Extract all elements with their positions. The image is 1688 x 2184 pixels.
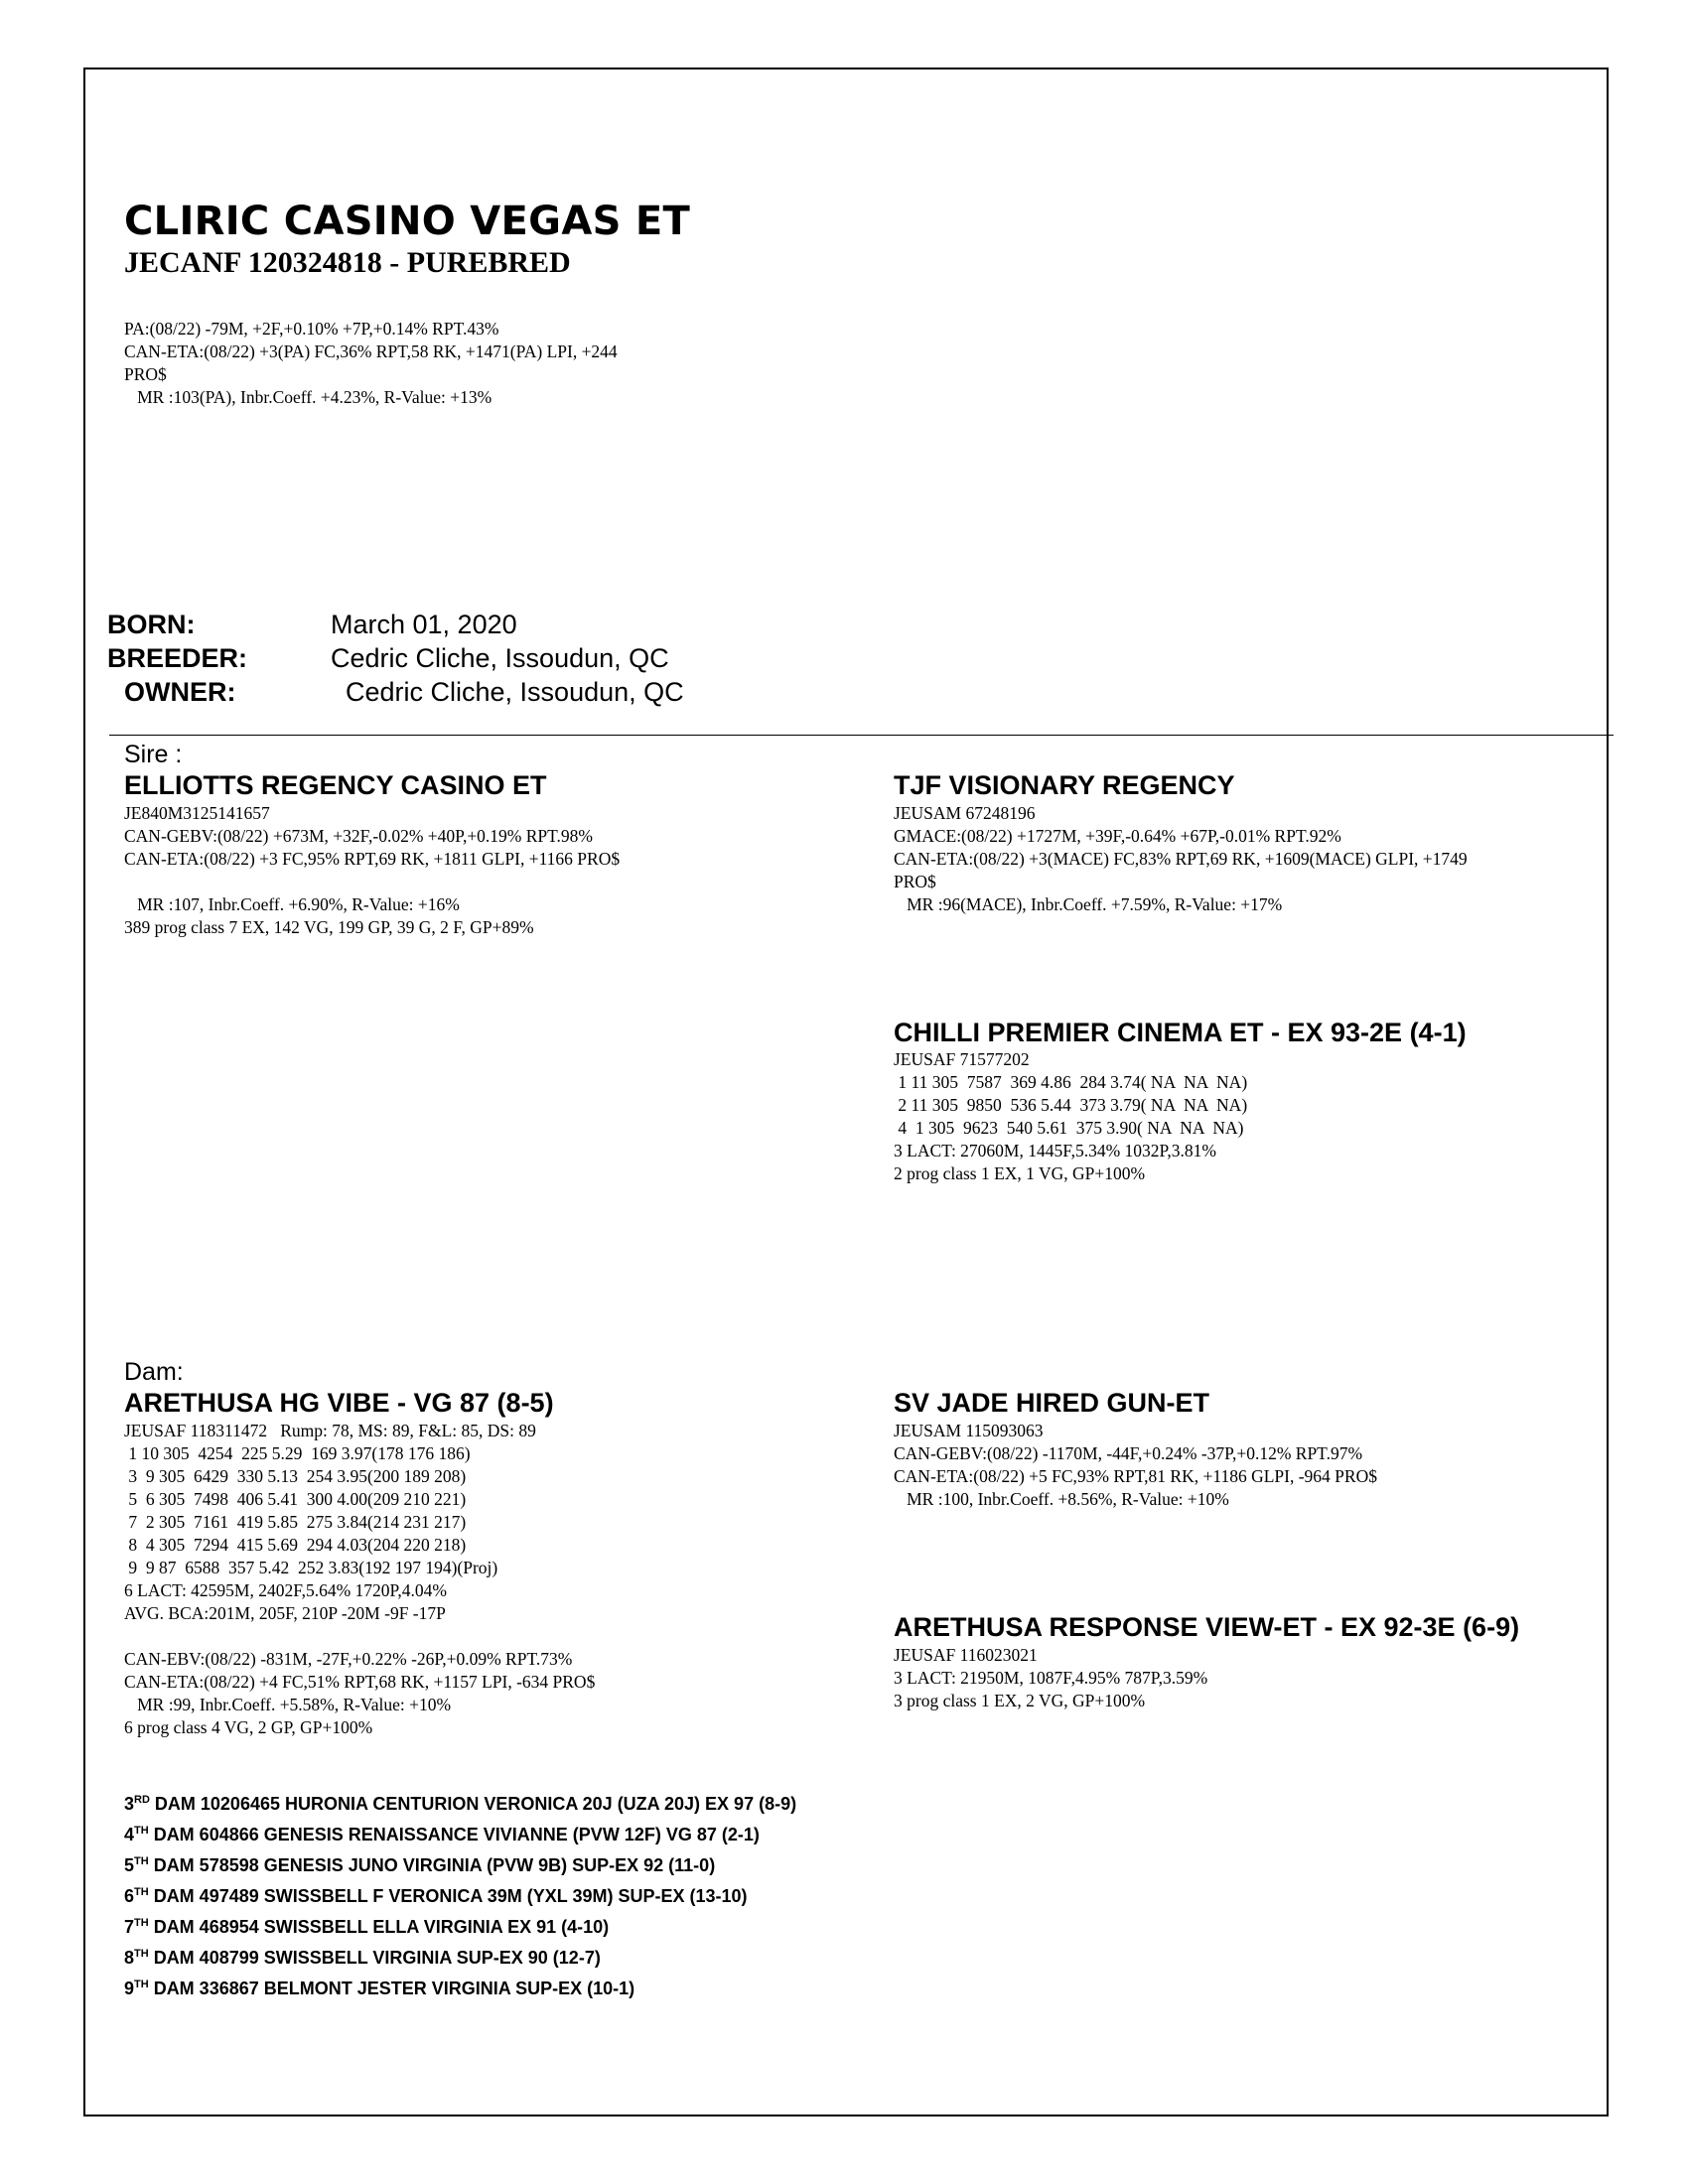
dam-line: 6 LACT: 42595M, 2402F,5.64% 1720P,4.04%	[124, 1580, 447, 1600]
dam-eval-line: CAN-ETA:(08/22) +4 FC,51% RPT,68 RK, +1157 LPI, -634 PRO$	[124, 1672, 596, 1692]
sire-sire-details	[894, 802, 1468, 916]
dam-line-item: 7TH DAM 468954 SWISSBELL ELLA VIRGINIA EX 91 (4-10)	[124, 1917, 610, 1937]
dam-line: 1 10 305 4254 225 5.29 169 3.97(178 176 186)	[124, 1443, 471, 1463]
dam-section-label: Dam:	[124, 1358, 184, 1386]
dam-line-list	[124, 1787, 796, 2002]
breeder-value: Cedric Cliche, Issoudun, QC	[331, 643, 669, 673]
dam-dam-name: ARETHUSA RESPONSE VIEW-ET - EX 92-3E (6-9)	[894, 1612, 1520, 1642]
proof-line: PRO$	[124, 364, 167, 384]
dam-eval-line: 6 prog class 4 VG, 2 GP, GP+100%	[124, 1717, 373, 1737]
dam-line: 5 6 305 7498 406 5.41 300 4.00(209 210 221)	[124, 1489, 467, 1509]
born-value: March 01, 2020	[331, 610, 517, 639]
dam-eval-line: CAN-EBV:(08/22) -831M, -27F,+0.22% -26P,+0.09% RPT.73%	[124, 1649, 573, 1669]
sire-dam-line: 2 prog class 1 EX, 1 VG, GP+100%	[894, 1163, 1146, 1183]
divider-line	[109, 735, 1614, 736]
dam-dam-line: 3 prog class 1 EX, 2 VG, GP+100%	[894, 1691, 1146, 1710]
dam-sire-line: CAN-GEBV:(08/22) -1170M, -44F,+0.24% -37P,+0.12% RPT.97%	[894, 1443, 1363, 1463]
sire-sire-line: GMACE:(08/22) +1727M, +39F,-0.64% +67P,-0.01% RPT.92%	[894, 826, 1341, 846]
sire-sire-line: CAN-ETA:(08/22) +3(MACE) FC,83% RPT,69 RK, +1609(MACE) GLPI, +1749	[894, 849, 1468, 869]
owner-value: Cedric Cliche, Issoudun, QC	[346, 677, 684, 707]
dam-line: JEUSAF 118311472 Rump: 78, MS: 89, F&L: 85, DS: 89	[124, 1421, 536, 1440]
sire-line: CAN-ETA:(08/22) +3 FC,95% RPT,69 RK, +1811 GLPI, +1166 PRO$	[124, 849, 621, 869]
sire-section-label: Sire :	[124, 741, 183, 768]
dam-line-item: 3RD DAM 10206465 HURONIA CENTURION VERONICA 20J (UZA 20J) EX 97 (8-9)	[124, 1794, 797, 1814]
dam-line-item: 6TH DAM 497489 SWISSBELL F VERONICA 39M (YXL 39M) SUP-EX (13-10)	[124, 1886, 748, 1906]
dam-sire-name: SV JADE HIRED GUN-ET	[894, 1388, 1210, 1418]
dam-name: ARETHUSA HG VIBE - VG 87 (8-5)	[124, 1388, 554, 1418]
registration-line: JECANF 120324818 - PUREBRED	[124, 246, 571, 279]
born-label: BORN:	[107, 610, 196, 639]
dam-eval-line: MR :99, Inbr.Coeff. +5.58%, R-Value: +10%	[124, 1695, 452, 1714]
sire-sire-line: PRO$	[894, 872, 936, 891]
sire-dam-line: 2 11 305 9850 536 5.44 373 3.79( NA NA NA)	[894, 1095, 1248, 1115]
sire-sire-name: TJF VISIONARY REGENCY	[894, 770, 1235, 800]
sire-dam-details	[894, 1048, 1247, 1185]
dam-sire-line: CAN-ETA:(08/22) +5 FC,93% RPT,81 RK, +1186 GLPI, -964 PRO$	[894, 1466, 1377, 1486]
sire-line: JE840M3125141657	[124, 803, 270, 823]
proof-line: CAN-ETA:(08/22) +3(PA) FC,36% RPT,58 RK, +1471(PA) LPI, +244	[124, 341, 618, 361]
sire-line: 389 prog class 7 EX, 142 VG, 199 GP, 39 G, 2 F, GP+89%	[124, 917, 534, 937]
animal-name: CLIRIC CASINO VEGAS ET	[124, 199, 691, 244]
sire-details	[124, 802, 620, 939]
sire-dam-line: 4 1 305 9623 540 5.61 375 3.90( NA NA NA)	[894, 1118, 1244, 1138]
sire-dam-line: JEUSAF 71577202	[894, 1049, 1030, 1069]
dam-line: 3 9 305 6429 330 5.13 254 3.95(200 189 208)	[124, 1466, 467, 1486]
proof-line: PA:(08/22) -79M, +2F,+0.10% +7P,+0.14% RPT.43%	[124, 319, 499, 339]
dam-line-item: 8TH DAM 408799 SWISSBELL VIRGINIA SUP-EX 90 (12-7)	[124, 1948, 601, 1968]
sire-sire-line: MR :96(MACE), Inbr.Coeff. +7.59%, R-Value: +17%	[894, 894, 1283, 914]
dam-line-item: 5TH DAM 578598 GENESIS JUNO VIRGINIA (PVW 9B) SUP-EX 92 (11-0)	[124, 1855, 716, 1875]
dam-sire-line: MR :100, Inbr.Coeff. +8.56%, R-Value: +10%	[894, 1489, 1229, 1509]
dam-dam-details	[894, 1644, 1207, 1712]
sire-line	[124, 871, 620, 893]
dam-line: 9 9 87 6588 357 5.42 252 3.83(192 197 194)(Proj)	[124, 1558, 498, 1577]
dam-sire-details	[894, 1420, 1377, 1511]
sire-line: MR :107, Inbr.Coeff. +6.90%, R-Value: +16%	[124, 894, 460, 914]
dam-line: AVG. BCA:201M, 205F, 210P -20M -9F -17P	[124, 1603, 446, 1623]
dam-line-item: 4TH DAM 604866 GENESIS RENAISSANCE VIVIANNE (PVW 12F) VG 87 (2-1)	[124, 1825, 760, 1844]
sire-dam-line: 3 LACT: 27060M, 1445F,5.34% 1032P,3.81%	[894, 1141, 1216, 1160]
sire-name: ELLIOTTS REGENCY CASINO ET	[124, 770, 547, 800]
dam-evaluation	[124, 1648, 595, 1739]
proof-line: MR :103(PA), Inbr.Coeff. +4.23%, R-Value: +13%	[124, 387, 492, 407]
dam-dam-line: 3 LACT: 21950M, 1087F,4.95% 787P,3.59%	[894, 1668, 1208, 1688]
sire-dam-line: 1 11 305 7587 369 4.86 284 3.74( NA NA NA)	[894, 1072, 1248, 1092]
sire-line: CAN-GEBV:(08/22) +673M, +32F,-0.02% +40P,+0.19% RPT.98%	[124, 826, 594, 846]
sire-sire-line: JEUSAM 67248196	[894, 803, 1036, 823]
dam-line: 8 4 305 7294 415 5.69 294 4.03(204 220 218)	[124, 1535, 467, 1555]
dam-details	[124, 1420, 536, 1625]
dam-dam-line: JEUSAF 116023021	[894, 1645, 1038, 1665]
breeder-label: BREEDER:	[107, 643, 248, 673]
sire-dam-name: CHILLI PREMIER CINEMA ET - EX 93-2E (4-1)	[894, 1018, 1467, 1047]
dam-line-item: 9TH DAM 336867 BELMONT JESTER VIRGINIA SUP-EX (10-1)	[124, 1979, 635, 1998]
dam-line: 7 2 305 7161 419 5.85 275 3.84(214 231 217)	[124, 1512, 467, 1532]
owner-label: OWNER:	[124, 677, 236, 707]
animal-proof-block	[124, 318, 618, 409]
dam-sire-line: JEUSAM 115093063	[894, 1421, 1044, 1440]
